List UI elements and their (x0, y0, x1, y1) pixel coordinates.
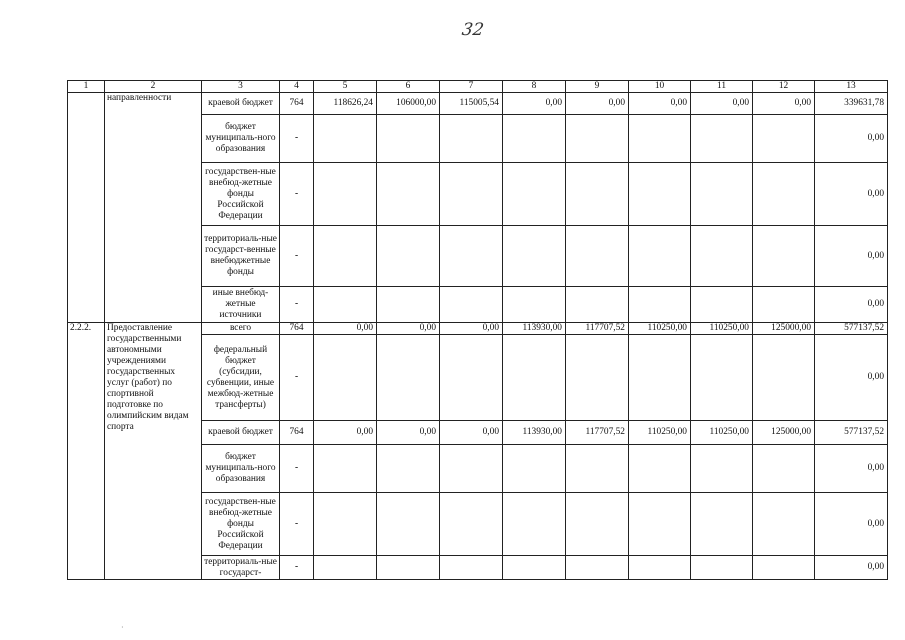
grbs-code: 764 (280, 323, 314, 335)
funding-source: федеральный бюджет (субсидии, субвенции, иные межбюд-жетные трансферты) (202, 335, 280, 421)
year-value: 0,00 (377, 421, 440, 445)
column-number-12: 12 (753, 81, 815, 93)
column-number-13: 13 (815, 81, 888, 93)
item-description: направленности (105, 93, 202, 323)
column-number-2: 2 (105, 81, 202, 93)
year-value: 125000,00 (753, 421, 815, 445)
year-value (503, 287, 566, 323)
year-value: 0,00 (314, 323, 377, 335)
funding-source: краевой бюджет (202, 421, 280, 445)
year-value (503, 493, 566, 556)
header-row (68, 81, 888, 93)
year-value (753, 493, 815, 556)
column-number-10: 10 (629, 81, 691, 93)
year-value (314, 115, 377, 163)
funding-source: государствен-ные внебюд-жетные фонды Российской Федерации (202, 493, 280, 556)
year-value (753, 287, 815, 323)
grbs-code: 764 (280, 421, 314, 445)
year-value: 117707,52 (566, 323, 629, 335)
year-value (753, 556, 815, 580)
total-value: 0,00 (815, 115, 888, 163)
year-value (566, 163, 629, 226)
stray-mark: · (121, 623, 124, 632)
year-value (314, 335, 377, 421)
column-number-6: 6 (377, 81, 440, 93)
year-value (503, 226, 566, 287)
year-value: 110250,00 (691, 421, 753, 445)
column-number-9: 9 (566, 81, 629, 93)
year-value (753, 335, 815, 421)
item-number (68, 93, 105, 323)
year-value: 115005,54 (440, 93, 503, 115)
column-number-4: 4 (280, 81, 314, 93)
year-value: 0,00 (753, 93, 815, 115)
year-value (503, 556, 566, 580)
year-value: 0,00 (440, 323, 503, 335)
year-value (691, 226, 753, 287)
year-value (566, 287, 629, 323)
item-number: 2.2.2. (68, 323, 105, 580)
year-value: 113930,00 (503, 421, 566, 445)
total-value: 0,00 (815, 556, 888, 580)
funding-source: государствен-ные внебюд-жетные фонды Российской Федерации (202, 163, 280, 226)
year-value (440, 115, 503, 163)
grbs-code: - (280, 226, 314, 287)
year-value: 106000,00 (377, 93, 440, 115)
grbs-code: - (280, 163, 314, 226)
column-number-8: 8 (503, 81, 566, 93)
year-value (566, 493, 629, 556)
year-value (314, 226, 377, 287)
year-value (753, 226, 815, 287)
total-value: 339631,78 (815, 93, 888, 115)
year-value (753, 115, 815, 163)
year-value (629, 115, 691, 163)
year-value (440, 445, 503, 493)
year-value (691, 556, 753, 580)
year-value: 110250,00 (691, 323, 753, 335)
funding-source: всего (202, 323, 280, 335)
year-value: 0,00 (503, 93, 566, 115)
table-row (68, 93, 888, 115)
year-value: 110250,00 (629, 323, 691, 335)
year-value (503, 115, 566, 163)
year-value (440, 335, 503, 421)
year-value (691, 335, 753, 421)
grbs-code: - (280, 556, 314, 580)
year-value (377, 115, 440, 163)
year-value: 0,00 (629, 93, 691, 115)
year-value (503, 445, 566, 493)
item-description: Предоставление государственными автономными учреждениями государственных услуг (работ) по спортивной подготовке по олимпийским видам спорта (105, 323, 202, 580)
year-value (566, 115, 629, 163)
year-value (377, 493, 440, 556)
funding-source: территориаль-ные государст- (202, 556, 280, 580)
year-value (314, 163, 377, 226)
year-value (503, 163, 566, 226)
year-value: 113930,00 (503, 323, 566, 335)
year-value (314, 287, 377, 323)
year-value (629, 556, 691, 580)
year-value (629, 163, 691, 226)
year-value (314, 556, 377, 580)
year-value (314, 493, 377, 556)
year-value (691, 163, 753, 226)
total-value: 0,00 (815, 445, 888, 493)
year-value (377, 287, 440, 323)
year-value (440, 163, 503, 226)
grbs-code: 764 (280, 93, 314, 115)
year-value (753, 163, 815, 226)
grbs-code: - (280, 493, 314, 556)
year-value (629, 226, 691, 287)
year-value (377, 226, 440, 287)
table-row (68, 323, 888, 335)
year-value (566, 445, 629, 493)
total-value: 577137,52 (815, 421, 888, 445)
year-value (566, 335, 629, 421)
funding-source: бюджет муниципаль-ного образования (202, 115, 280, 163)
grbs-code: - (280, 287, 314, 323)
year-value: 117707,52 (566, 421, 629, 445)
year-value (566, 556, 629, 580)
year-value (440, 226, 503, 287)
total-value: 0,00 (815, 335, 888, 421)
year-value: 0,00 (314, 421, 377, 445)
total-value: 0,00 (815, 163, 888, 226)
year-value: 0,00 (566, 93, 629, 115)
column-number-3: 3 (202, 81, 280, 93)
total-value: 0,00 (815, 287, 888, 323)
year-value: 125000,00 (753, 323, 815, 335)
year-value: 0,00 (440, 421, 503, 445)
year-value: 0,00 (691, 93, 753, 115)
year-value (629, 445, 691, 493)
column-number-7: 7 (440, 81, 503, 93)
year-value: 118626,24 (314, 93, 377, 115)
year-value (691, 445, 753, 493)
year-value (377, 163, 440, 226)
total-value: 577137,52 (815, 323, 888, 335)
year-value (440, 493, 503, 556)
grbs-code: - (280, 445, 314, 493)
year-value: 110250,00 (629, 421, 691, 445)
funding-source: краевой бюджет (202, 93, 280, 115)
column-number-5: 5 (314, 81, 377, 93)
year-value (691, 115, 753, 163)
year-value: 0,00 (377, 323, 440, 335)
year-value (377, 445, 440, 493)
year-value (566, 226, 629, 287)
year-value (691, 287, 753, 323)
year-value (377, 556, 440, 580)
total-value: 0,00 (815, 226, 888, 287)
year-value (691, 493, 753, 556)
total-value: 0,00 (815, 493, 888, 556)
year-value (629, 287, 691, 323)
grbs-code: - (280, 335, 314, 421)
page-number: 32 (460, 20, 486, 40)
year-value (503, 335, 566, 421)
grbs-code: - (280, 115, 314, 163)
year-value (440, 287, 503, 323)
year-value (753, 445, 815, 493)
year-value (629, 493, 691, 556)
column-number-1: 1 (68, 81, 105, 93)
year-value (629, 335, 691, 421)
funding-source: территориаль-ные государст-венные внебюджетные фонды (202, 226, 280, 287)
funding-source: иные внебюд-жетные источники (202, 287, 280, 323)
year-value (440, 556, 503, 580)
column-number-11: 11 (691, 81, 753, 93)
funding-source: бюджет муниципаль-ного образования (202, 445, 280, 493)
budget-table (67, 80, 888, 580)
year-value (314, 445, 377, 493)
year-value (377, 335, 440, 421)
